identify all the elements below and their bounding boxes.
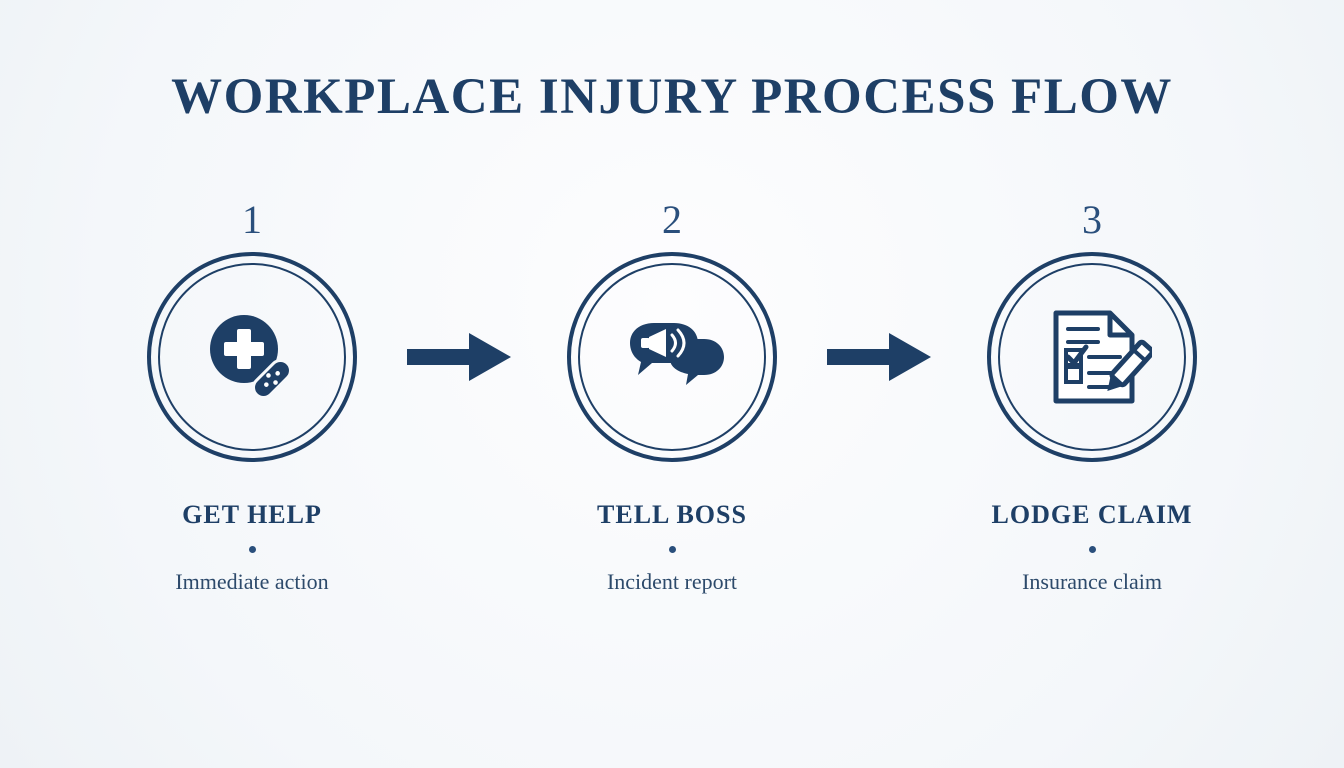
page-title: WORKPLACE INJURY PROCESS FLOW [171, 69, 1173, 125]
step-label: TELL BOSS [597, 500, 747, 529]
step-subtitle: Incident report [606, 569, 738, 594]
megaphone-speech-bubble-icon [612, 297, 732, 417]
step-subtitle: Immediate action [175, 569, 329, 594]
arrow-right-icon [402, 252, 522, 462]
step-icon-circle [987, 252, 1197, 462]
step-label: GET HELP [182, 500, 322, 529]
step-number: 2 [662, 197, 682, 242]
separator-dot [669, 546, 676, 553]
separator-dot [1089, 546, 1096, 553]
process-step-3 [942, 197, 1242, 595]
process-flow [0, 197, 1344, 595]
arrow-right-icon [822, 252, 942, 462]
medical-cross-bandage-icon [192, 297, 312, 417]
step-number: 3 [1082, 197, 1102, 242]
step-subtitle: Insurance claim [1022, 569, 1162, 594]
step-number: 1 [242, 197, 262, 242]
step-icon-circle [147, 252, 357, 462]
document-checklist-pencil-icon [1032, 297, 1152, 417]
step-icon-circle [567, 252, 777, 462]
step-label: LODGE CLAIM [991, 500, 1193, 529]
process-step-2 [522, 197, 822, 595]
separator-dot [249, 546, 256, 553]
process-step-1 [102, 197, 402, 595]
